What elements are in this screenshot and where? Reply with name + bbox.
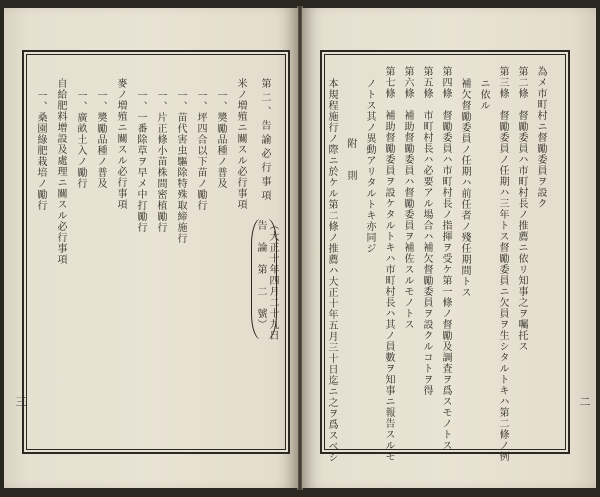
- right-page: [302, 8, 596, 488]
- heading-note-line: 告 論 第 二 號）: [255, 220, 266, 330]
- list-item: 一、苗代害虫驅除特殊取締施行: [175, 90, 186, 244]
- text-column: 本規程施行ノ際ニ於ケル第二條ノ推薦ハ大正十年五月三十日迄ニ之ヲ爲スベシ: [326, 78, 337, 463]
- text-column: 第四條 督勵委員ハ市町村長ノ指揮ヲ受ケ第一條ノ督勵及調査ヲ爲スモノトス: [440, 66, 451, 451]
- text-column: 第三條 督勵委員ノ任期ハ三年トス督勵委員ニ欠員ヲ生シタルトキハ第二條ノ例: [497, 66, 508, 462]
- page-number: 三: [14, 396, 27, 407]
- left-page: [4, 8, 298, 488]
- text-column: 米ノ増殖ニ關スル必行事項: [235, 78, 246, 210]
- list-item: 一、坪四合以下苗ノ勵行: [195, 90, 206, 211]
- section-heading: 第二、告諭必行事項: [259, 78, 270, 204]
- list-item: 一、一番除草ヲ早メ中打勵行: [135, 90, 146, 233]
- text-column: 自給肥料增設及處理ニ關スル必行事項: [55, 78, 66, 265]
- list-item: 一、廣畝土入ノ勵行: [75, 90, 86, 189]
- list-item: 一、片正條小苗株間密植勵行: [155, 90, 166, 233]
- list-item: 一、奬勵品種ノ普及: [215, 90, 226, 189]
- text-column: 第七條 補助督勵委員ヲ設ケタルトキハ市町村長ハ其ノ員數ヲ知事ニ報告スルモ: [383, 66, 394, 462]
- text-column: ニ依ル: [478, 78, 489, 111]
- list-item: 一、奬勵品種ノ普及: [95, 90, 106, 189]
- text-column: 補欠督勵委員ノ任期ハ前任者ノ殘任期間トス: [459, 78, 470, 298]
- page-number: 二: [578, 396, 591, 407]
- text-column: 為メ市町村ニ督勵委員ヲ設ク: [535, 66, 546, 209]
- text-column: 第五條 市町村長ハ必要アル場合ハ補欠督勵委員ヲ設クルコトヲ得: [421, 66, 432, 396]
- text-column: 第六條 補助督勵委員ハ督勵委員ヲ補佐スルモノトス: [402, 66, 413, 330]
- text-column: 第二條 督勵委員ハ市町村長ノ推薦ニ依リ知事之ヲ囑托ス: [516, 66, 527, 352]
- text-column: 麥ノ増殖ニ關スル必行事項: [115, 78, 126, 210]
- supplementary-heading: 附 則: [345, 138, 356, 186]
- list-item: 一、桑園綠肥栽培ノ勵行: [35, 90, 46, 211]
- text-column: ノトス其ノ異動アリタルトキ亦同ジ: [364, 78, 375, 254]
- heading-note-line: （大正十年四月二十九日: [267, 220, 278, 341]
